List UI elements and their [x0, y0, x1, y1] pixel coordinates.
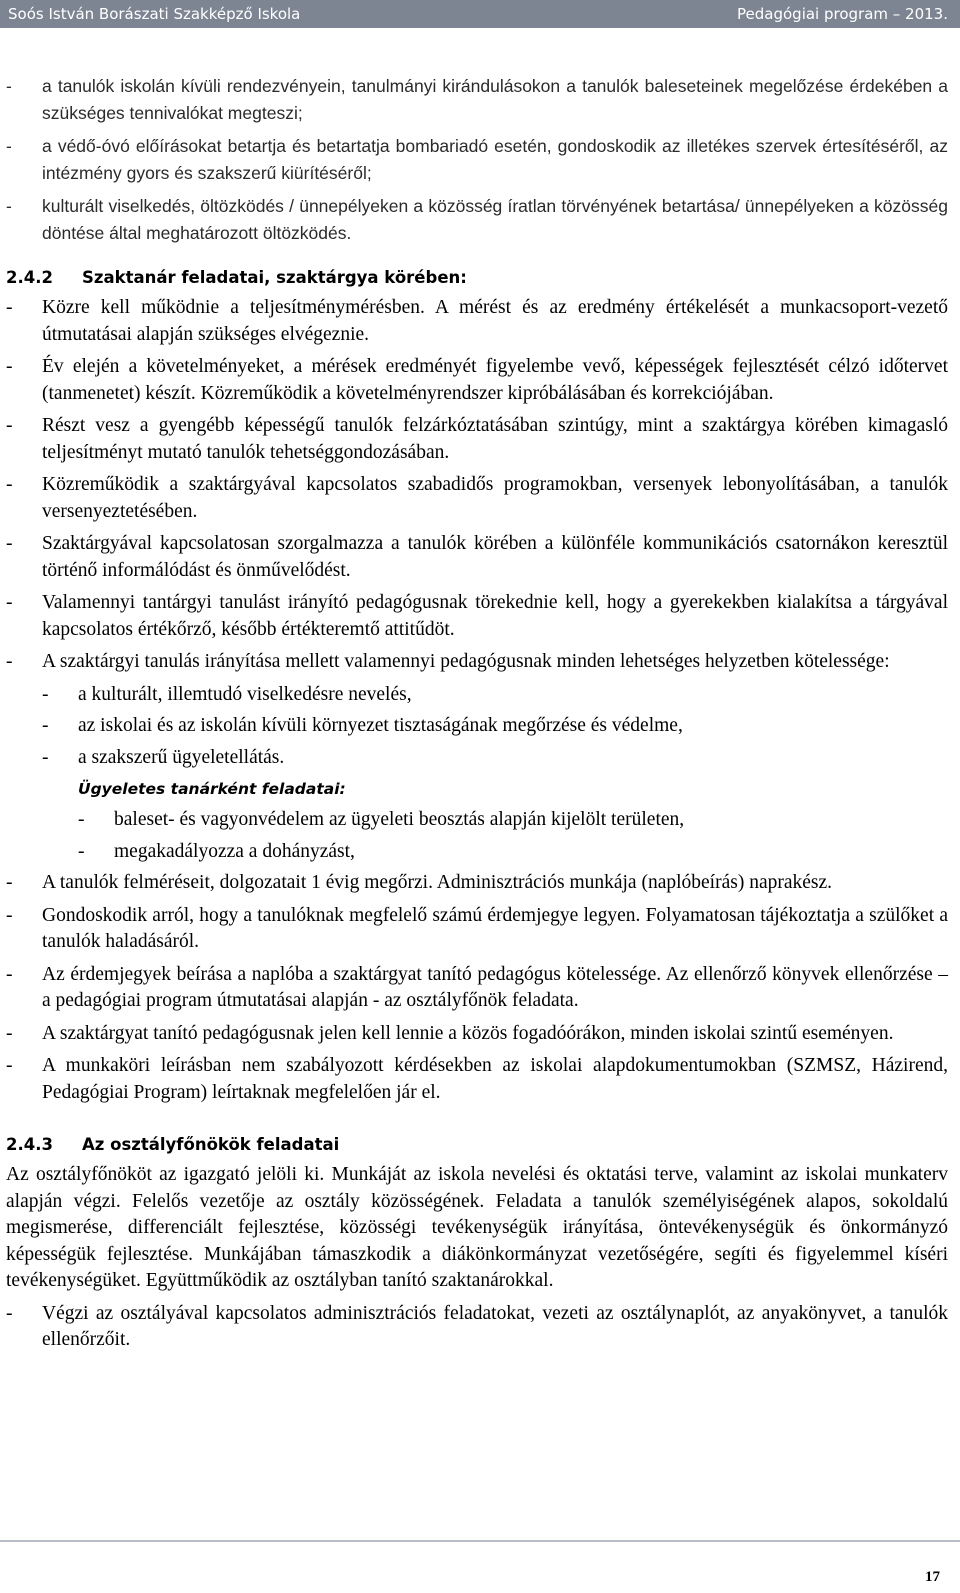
bullet-dash: - — [6, 592, 13, 613]
bullet-dash: - — [6, 196, 12, 216]
list-item: - Gondoskodik arról, hogy a tanulóknak megfelelő számú érdemjegye legyen. Folyamatosan tájékoztatja a szülőket a tanulók haladásáról. — [6, 904, 948, 952]
section-heading-2-4-3 — [6, 1132, 948, 1158]
footer-divider — [0, 1540, 960, 1542]
bullet-dash: - — [42, 746, 49, 768]
duty-list-item: - a szakszerű ügyeletellátás. — [42, 745, 948, 772]
bullet-dash: - — [78, 809, 85, 830]
list-item: - A szaktárgyat tanító pedagógusnak jelen kell lennie a közös fogadóórákon, minden iskolai szintű eseményen. — [6, 1021, 948, 1048]
list-item: - Részt vesz a gyengébb képességű tanulók felzárkóztatásában szintúgy, mint a szaktárgya körében kimagasló teljesítményt mutató tanulók tehetséggondozásában. — [6, 415, 948, 463]
bullet-dash: - — [6, 904, 13, 926]
bullet-dash: - — [6, 136, 12, 156]
page-number: 17 — [925, 1569, 940, 1585]
list-item: - Közreműködik a szaktárgyával kapcsolatos szabadidős programokban, versenyek lebonyolításában, a tanulók versenyeztetésében. — [6, 474, 948, 522]
section-number: 2.4.2 — [6, 268, 53, 287]
bullet-dash: - — [6, 963, 13, 985]
bullet-dash: - — [6, 651, 13, 672]
bullet-dash: - — [6, 872, 13, 893]
section-paragraph: Az osztályfőnököt az igazgató jelöli ki. Munkáját az iskola nevelési és oktatási terve, valamint az iskolai munkaterv alapján végzi. Felelős vezetője az osztály közösségének. Feladata a tanulók személyiségének alapos, sokoldalú megismerése, differenciált fejlesztése, közösségi tevékenységük irányítása, öntevékenységük és önkormányzó képességük fejlesztése. Munkájában támaszkodik a diákönkormányzat vezetőségére, segíti és figyelemmel kíséri tevékenységüket. Együttműködik az osztályban tanító szaktanárokkal. — [6, 1164, 948, 1291]
intro-list-item: - kulturált viselkedés, öltözködés / ünnepélyeken a közösség íratlan törvényének betartása/ ünnepélyeken a közösség döntése által meghatározott öltözködés. — [6, 193, 948, 247]
bullet-dash: - — [42, 715, 49, 736]
list-item: - A szaktárgyi tanulás irányítása mellett valamennyi pedagógusnak minden lehetséges helyzetben kötelessége: — [6, 649, 948, 676]
duty-sub-list-item: - baleset- és vagyonvédelem az ügyeleti beosztás alapján kijelölt területen, — [78, 807, 948, 834]
header-program-title: Pedagógiai program – 2013. — [737, 5, 948, 23]
list-item: - A tanulók felméréseit, dolgozatait 1 évig megőrzi. Adminisztrációs munkája (naplóbeírás) naprakész. — [6, 870, 948, 897]
bullet-dash: - — [6, 1055, 13, 1076]
list-item: - Az érdemjegyek beírása a naplóba a szaktárgyat tanító pedagógus kötelessége. Az ellenőrző könyvek ellenőrzése – a pedagógiai program útmutatásai alapján - az osztályfőnök feladata. — [6, 963, 948, 1011]
bullet-dash: - — [6, 533, 13, 554]
duty-subheading: Ügyeletes tanárként feladatai: — [78, 780, 346, 798]
bullet-dash: - — [6, 1302, 13, 1324]
list-item: - Szaktárgyával kapcsolatosan szorgalmazza a tanulók körében a különféle kommunikációs csatornákon keresztül történő informálódást és önművelődést. — [6, 533, 948, 581]
duty-list-item: - az iskolai és az iskolán kívüli környezet tisztaságának megőrzése és védelme, — [42, 713, 948, 740]
list-item: - Év elején a követelményeket, a mérések eredményét figyelembe vevő, képességek fejlesztését célzó időtervet (tanmenetet) készít. Közreműködik a követelményrendszer kipróbálásában és korrekciójában. — [6, 356, 948, 404]
header-school-name: Soós István Borászati Szakképző Iskola — [8, 5, 301, 23]
bullet-dash: - — [6, 474, 13, 495]
section-title: Szaktanár feladatai, szaktárgya körében: — [82, 268, 467, 287]
list-item: - A munkaköri leírásban nem szabályozott kérdésekben az iskolai alapdokumentumokban (SZMSZ, Házirend, Pedagógiai Program) leírtaknak megfelelően jár el. — [6, 1055, 948, 1103]
bullet-dash: - — [6, 1022, 13, 1044]
list-item: - Valamennyi tantárgyi tanulást irányító pedagógusnak törekednie kell, hogy a gyerekekben kialakítsa a tárgyával kapcsolatos értékőrző, később értékteremtő attitűdöt. — [6, 592, 948, 640]
page-content — [6, 73, 948, 1360]
bullet-dash: - — [6, 297, 13, 318]
intro-list-item: - a tanulók iskolán kívüli rendezvényein, tanulmányi kirándulásokon a tanulók baleseteinek megelőzése érdekében a szükséges tennivalókat megteszi; — [6, 73, 948, 127]
bullet-dash: - — [42, 683, 49, 705]
duty-sub-list-item: - megakadályozza a dohányzást, — [78, 839, 948, 866]
bullet-dash: - — [6, 415, 13, 436]
section-number: 2.4.3 — [6, 1135, 53, 1154]
intro-list-item: - a védő-óvó előírásokat betartja és betartatja bombariadó esetén, gondoskodik az illetékes szervek értesítéséről, az intézmény gyors és szakszerű kiürítéséről; — [6, 133, 948, 187]
list-item: - Végzi az osztályával kapcsolatos adminisztrációs feladatokat, vezeti az osztálynaplót, az anyakönyvet, a tanulók ellenőrzőit. — [6, 1302, 948, 1350]
bullet-dash: - — [78, 840, 85, 862]
page-header — [0, 0, 960, 28]
section-heading-2-4-2 — [6, 265, 948, 291]
section-title: Az osztályfőnökök feladatai — [82, 1135, 340, 1154]
bullet-dash: - — [6, 356, 13, 377]
bullet-dash: - — [6, 76, 12, 96]
duty-list-item: - a kulturált, illemtudó viselkedésre nevelés, — [42, 682, 948, 709]
list-item: - Közre kell működnie a teljesítménymérésben. A mérést és az eredmény értékelését a munkacsoport-vezető útmutatásai alapján szükséges elvégeznie. — [6, 297, 948, 345]
